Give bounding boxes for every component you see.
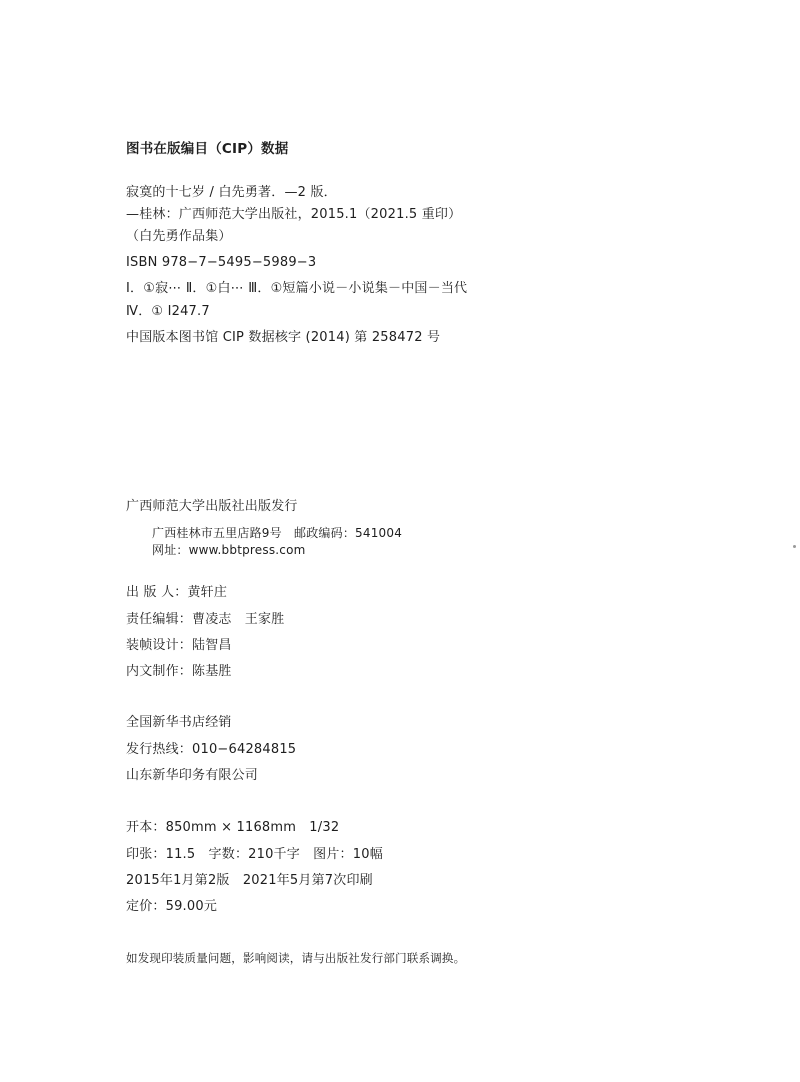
cip-isbn-line: ISBN 978−7−5495−5989−3 [126,255,317,270]
cip-heading: 图书在版编目（CIP）数据 [126,141,289,157]
edge-dot [793,545,796,548]
cip-title-line: 寂寞的十七岁 / 白先勇著．—2 版． [126,185,337,200]
cip-record-number-line: 中国版本图书馆 CIP 数据核字 (2014) 第 258472 号 [126,330,441,345]
distribution-hotline: 发行热线：010−64284815 [126,742,297,757]
quality-notice: 如发现印装质量问题，影响阅读，请与出版社发行部门联系调换。 [126,951,466,965]
cip-publisher-line: —桂林：广西师范大学出版社，2015.1（2021.5 重印） [126,207,462,222]
staff-publisher: 出 版 人：黄轩庄 [126,585,228,600]
staff-editors: 责任编辑：曹凌志 王家胜 [126,612,285,627]
spec-price: 定价：59.00元 [126,899,218,914]
publisher-name: 广西师范大学出版社出版发行 [126,499,298,514]
staff-typesetter: 内文制作：陈基胜 [126,664,232,679]
distribution-seller: 全国新华书店经销 [126,715,232,730]
cip-subject-line: Ⅰ．①寂⋯ Ⅱ．①白⋯ Ⅲ．①短篇小说－小说集－中国－当代 [126,281,468,296]
publisher-address: 广西桂林市五里店路9号 邮政编码：541004 [152,526,403,540]
staff-designer: 装帧设计：陆智昌 [126,638,232,653]
cip-classification-line: Ⅳ．① I247.7 [126,304,210,319]
spec-sheets: 印张：11.5 字数：210千字 图片：10幅 [126,847,383,862]
distribution-printer: 山东新华印务有限公司 [126,768,259,783]
spec-edition: 2015年1月第2版 2021年5月第7次印刷 [126,873,373,888]
publisher-website: 网址：www.bbtpress.com [152,543,306,557]
spec-format: 开本：850mm × 1168mm 1/32 [126,820,340,835]
cip-series-line: （白先勇作品集） [126,229,232,244]
